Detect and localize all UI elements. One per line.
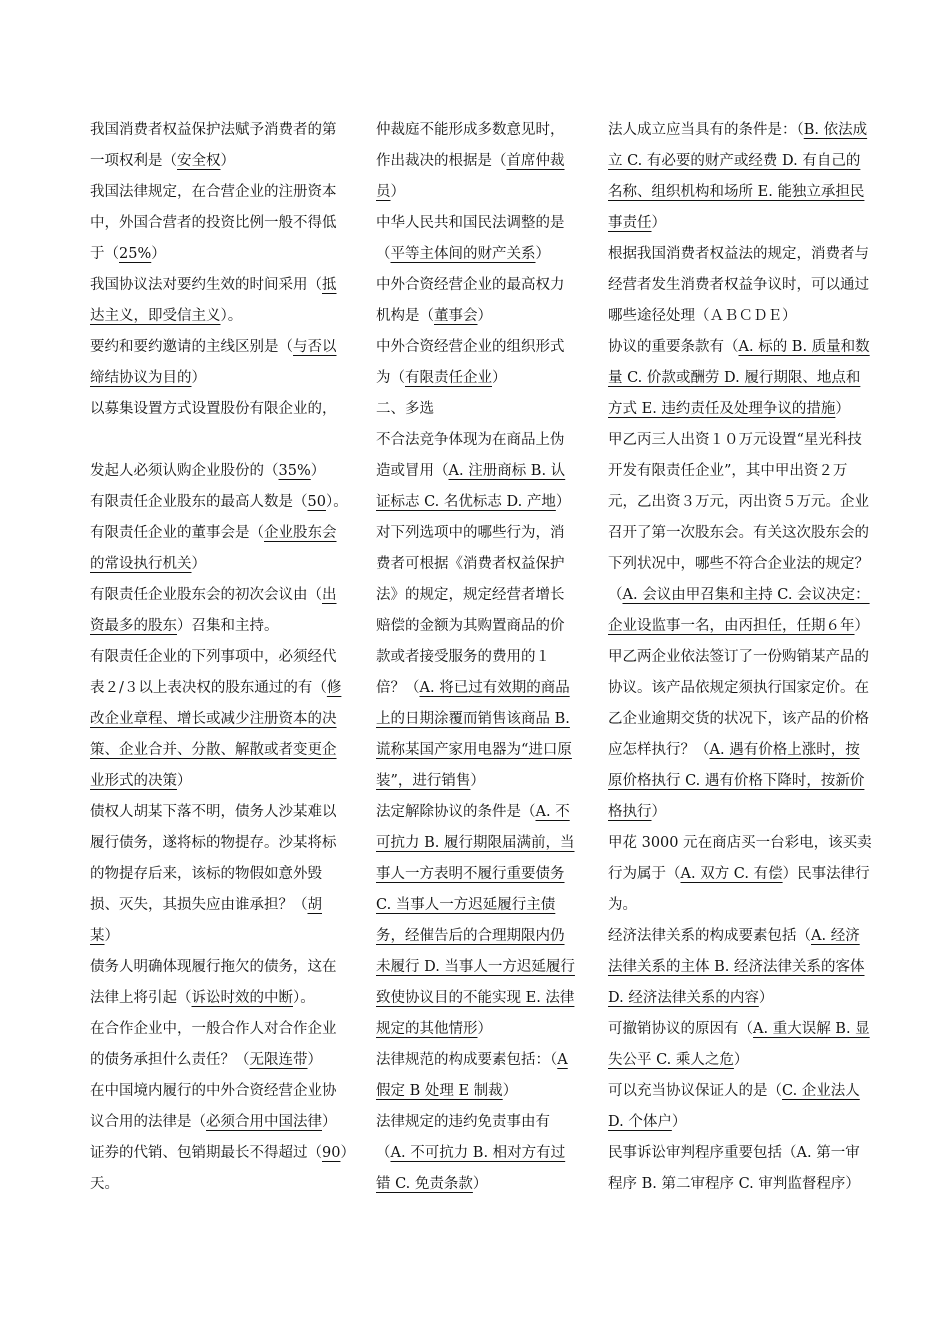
answer-text: A. 遇有价格上涨时，按原价格执行 C. 遇有价格下降时，按新价格执行: [608, 742, 865, 820]
question-m13: [608, 1014, 874, 1076]
question-text: 债务人明确体现履行拖欠的债务，这在法律上将引起（: [90, 959, 337, 1006]
question-text: 有限责任企业股东的最高人数是（: [90, 494, 308, 510]
question-tail: ）: [758, 990, 774, 1006]
question-m1: [376, 425, 576, 518]
question-text: 有限责任企业的董事会是（: [90, 525, 264, 541]
question-m11: [608, 828, 874, 921]
question-tail: ）。: [293, 990, 315, 1006]
question-tail: ）: [555, 494, 571, 510]
answer-text: A. 不可抗力 B. 相对方有过错 C. 免责条款: [376, 1145, 566, 1192]
answer-text: 必须合用中国法律: [206, 1114, 322, 1130]
question-m14: [608, 1076, 874, 1138]
answer-text: 诉讼时效的中断: [191, 990, 293, 1006]
question-text: 发起人必须认购企业股份的（: [90, 463, 279, 479]
question-q18: [376, 332, 576, 394]
answer-text: 首席仲裁员: [376, 153, 565, 200]
question-text: 在中国境内履行的中外合资经营企业协议合用的法律是（: [90, 1083, 337, 1130]
question-q13: [90, 1076, 350, 1138]
question-h2: [376, 394, 576, 425]
question-m15: [608, 1138, 874, 1200]
column-1: [90, 115, 350, 1200]
question-m12: [608, 921, 874, 1014]
answer-text: A. 将已过有效期的商品上的日期涂覆而销售该商品 B. 谎称某国产家用电器为“进口原装”，进行销售: [376, 680, 572, 789]
question-text: 以募集设置方式设置股份有限企业的，: [90, 401, 337, 417]
answer-text: 安全权: [177, 153, 221, 169]
question-text: 中外合资经营企业的组织形式为（: [376, 339, 565, 386]
question-tail: ）: [177, 773, 192, 789]
answer-text: A. 注册商标 B. 认证标志 C. 名优标志 D. 产地: [376, 463, 566, 510]
question-tail: ）天。: [90, 1145, 348, 1192]
question-q17: [376, 270, 576, 332]
question-tail: ）: [307, 1052, 322, 1068]
question-tail: ）: [477, 308, 492, 324]
answer-text: A. 会议由甲召集和主持 C. 会议决定：企业设监事一名，由丙担任，任期６年: [608, 587, 870, 634]
question-text: 中外合资经营企业的最高权力机构是（: [376, 277, 565, 324]
column-2: [376, 115, 576, 1200]
question-tail: ）。: [220, 308, 243, 324]
question-text: 我国协议法对要约生效的时间采用（: [90, 277, 322, 293]
question-tail: ）: [477, 1021, 492, 1037]
question-tail: ）: [535, 246, 550, 262]
answer-text: 与否以缔结协议为目的: [90, 339, 337, 386]
question-tail: ）: [492, 370, 507, 386]
question-tail: ）民事法律行为。: [608, 866, 870, 913]
question-text: 法律规范的构成要素包括：（: [376, 1052, 558, 1068]
question-q12: [90, 1014, 350, 1076]
question-tail: ）: [733, 1052, 749, 1068]
question-tail: ）: [104, 928, 119, 944]
question-tail: ）召集和主持。: [177, 618, 279, 634]
question-text: 甲花 3000 元在商店买一台彩电，该买卖行为属于（: [608, 835, 872, 882]
answer-text: 有限责任企业: [405, 370, 492, 386]
answer-text: 董事会: [434, 308, 478, 324]
question-tail: ）: [151, 246, 166, 262]
question-text: 经济法律关系的构成要素包括（: [608, 928, 811, 944]
question-tail: ）: [322, 1114, 337, 1130]
question-q1: [90, 115, 350, 177]
question-q8: [90, 580, 350, 642]
answer-text: 35%: [278, 463, 311, 479]
question-text: 有限责任企业的下列事项中，必须经代表２/３以上表决权的股东通过的有（: [90, 649, 337, 696]
question-text: 中华人民共和国民法调整的是（: [376, 215, 565, 262]
question-q15: [376, 115, 576, 208]
question-q5b: [90, 456, 350, 487]
question-m3: [376, 797, 576, 1045]
answer-text: 25%: [119, 246, 152, 262]
answer-text: 胡某: [90, 897, 322, 944]
question-q10: [90, 797, 350, 952]
answer-text: A. 标的 B. 质量和数量 C. 价款或酬劳 D. 履行期限、地点和方式 E. 违约责任及处理争议的措施: [608, 339, 870, 417]
question-q4: [90, 332, 350, 394]
answer-text: A. 不可抗力 B. 履行期限届满前，当事人一方表明不履行重要债务 C. 当事人一方迟延履行主债务，经催告后的合理期限内仍未履行 D. 当事人一方迟延履行致使协议目的不能实现 E. 法律规定的其他情形: [376, 804, 575, 1037]
question-m7: [608, 239, 874, 332]
answer-text: A. 双方 C. 有偿: [680, 866, 783, 882]
column-3: [608, 115, 874, 1200]
question-text: 对下列选项中的哪些行为，消费者可根据《消费者权益保护法》的规定，规定经营者增长赔偿的金额为其购置商品的价款或者接受服务的费用的１倍？（: [376, 525, 565, 696]
question-tail: ）: [835, 401, 850, 417]
answer-text: 无限连带: [249, 1052, 308, 1068]
question-m6: [608, 115, 874, 239]
question-q3: [90, 270, 350, 332]
question-m8: [608, 332, 874, 425]
answer-text: C. 企业法人 D. 个体户: [608, 1083, 860, 1130]
question-text: 不合法竞争体现为在商品上伪造或冒用（: [376, 432, 565, 479]
question-text: 二、多选: [376, 401, 434, 417]
answer-text: A. 重大误解 B. 显失公平 C. 乘人之危: [608, 1021, 870, 1068]
question-text: 可撤销协议的原因有（: [608, 1021, 753, 1037]
question-m5: [376, 1107, 576, 1200]
question-q5a: [90, 394, 350, 425]
question-text: 甲乙丙三人出资１０万元设置“星光科技开发有限责任企业”，其中甲出资２万元，乙出资３万元，丙出资５万元。企业召开了第一次股东会。有关这次股东会的下列状况中，哪些不符合企业法的规定？（: [608, 432, 869, 603]
question-text: 有限责任企业股东会的初次会议由（: [90, 587, 322, 603]
question-tail: ）: [310, 463, 326, 479]
question-text: 法人成立应当具有的条件是：（: [608, 122, 804, 138]
question-m9: [608, 425, 874, 642]
question-text: 法定解除协议的条件是（: [376, 804, 536, 820]
question-text: 民事诉讼审判程序重要包括（A. 第一审程序 B. 第二审程序 C. 审判监督程序）: [608, 1145, 860, 1192]
answer-text: 50: [307, 494, 326, 510]
question-tail: ）。: [325, 494, 348, 510]
question-m2: [376, 518, 576, 797]
question-text: 协议的重要条款有（: [608, 339, 739, 355]
question-tail: ）: [191, 556, 206, 572]
question-tail: ）: [470, 773, 485, 789]
question-tail: ）: [191, 370, 206, 386]
question-tail: ）: [671, 1114, 687, 1130]
question-m10: [608, 642, 874, 828]
answer-text: A 假定 B 处理 E 制裁: [376, 1052, 568, 1099]
question-text: 我国消费者权益保护法赋予消费者的第一项权利是（: [90, 122, 337, 169]
answer-text: 企业股东会的常设执行机关: [90, 525, 337, 572]
question-q7: [90, 518, 350, 580]
question-q14: [90, 1138, 350, 1200]
question-m4: [376, 1045, 576, 1107]
answer-text: 抵达主义，即受信主义: [90, 277, 337, 324]
question-text: 证券的代销、包销期最长不得超过（: [90, 1145, 322, 1161]
question-text: 我国法律规定，在合营企业的注册资本中，外国合营者的投资比例一般不得低于（: [90, 184, 337, 262]
answer-text: A. 经济法律关系的主体 B. 经济法律关系的客体 D. 经济法律关系的内容: [608, 928, 865, 1006]
question-text: 仲裁庭不能形成多数意见时，作出裁决的根据是（: [376, 122, 565, 169]
question-q11: [90, 952, 350, 1014]
answer-text: 出资最多的股东: [90, 587, 337, 634]
question-q16: [376, 208, 576, 270]
question-text: 要约和要约邀请的主线区别是（: [90, 339, 293, 355]
question-text: 可以充当协议保证人的是（: [608, 1083, 782, 1099]
question-tail: ）: [651, 804, 666, 820]
answer-text: 修改企业章程、增长或减少注册资本的决策、企业合并、分散、解散或者变更企业形式的决策: [90, 680, 342, 789]
spacer: [90, 425, 350, 456]
answer-text: 平等主体间的财产关系: [390, 246, 536, 262]
question-q9: [90, 642, 350, 797]
question-tail: ）: [472, 1176, 488, 1192]
question-text: 甲乙两企业依法签订了一份购销某产品的协议。该产品依规定须执行国家定价。在乙企业逾期交货的状况下，该产品的价格应怎样执行？（: [608, 649, 869, 758]
question-q6: [90, 487, 350, 518]
question-text: 根据我国消费者权益法的规定，消费者与经营者发生消费者权益争议时，可以通过哪些途径处理（ＡＢＣＤＥ）: [608, 246, 869, 324]
question-text: 债权人胡某下落不明，债务人沙某难以履行债务，遂将标的物提存。沙某将标的物提存后来，该标的物假如意外毁损、灭失，其损失应由谁承担？（: [90, 804, 337, 913]
question-q2: [90, 177, 350, 270]
answer-text: 90: [322, 1145, 341, 1161]
question-tail: ）: [220, 153, 235, 169]
question-tail: ）: [390, 184, 405, 200]
answer-text: B. 依法成立 C. 有必要的财产或经费 D. 有自己的名称、组织机构和场所 E. 能独立承担民事责任: [608, 122, 868, 231]
question-text: 法律规定的违约免责事由有（: [376, 1114, 550, 1161]
question-text: 在合作企业中，一般合作人对合作企业的债务承担什么责任？（: [90, 1021, 337, 1068]
question-tail: ）: [854, 618, 869, 634]
question-tail: ）: [502, 1083, 518, 1099]
question-tail: ）: [651, 215, 666, 231]
